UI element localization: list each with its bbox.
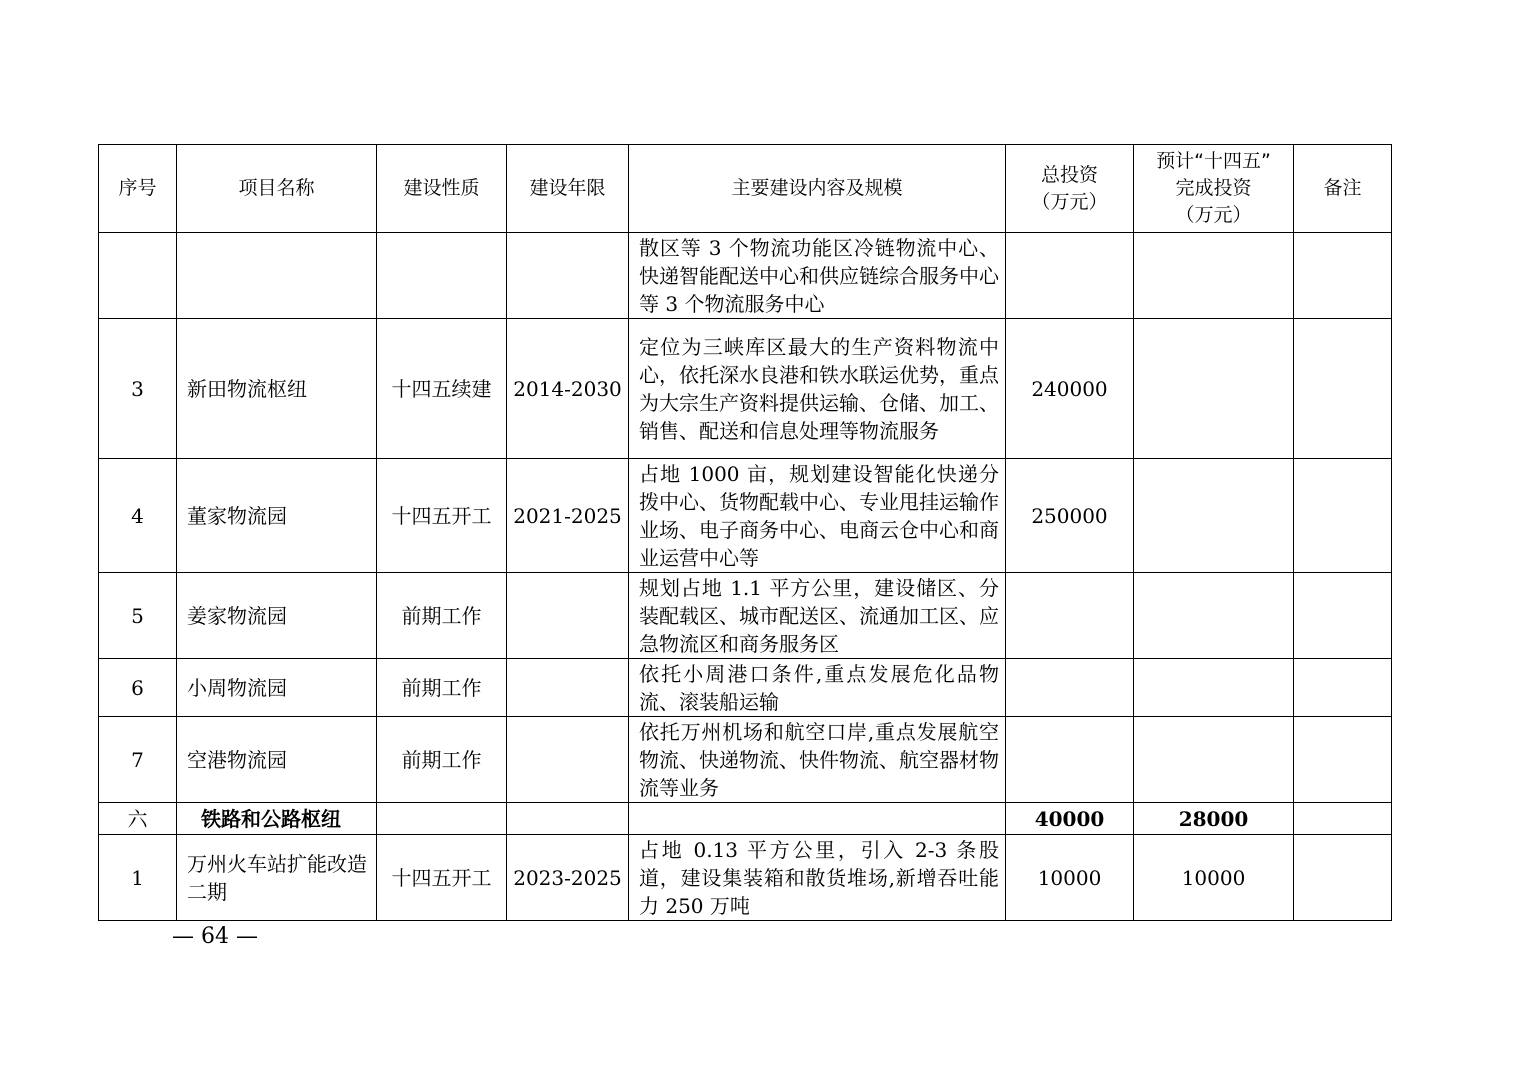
- cell-period: 2023-2025: [507, 835, 629, 921]
- cell-plan: [1134, 319, 1294, 459]
- cell-plan: 10000: [1134, 835, 1294, 921]
- cell-plan: [1134, 573, 1294, 659]
- cell-nature: 前期工作: [377, 573, 507, 659]
- cell-period: 2014-2030: [507, 319, 629, 459]
- table-row: [99, 573, 1392, 659]
- cell-content: 依托万州机场和航空口岸,重点发展航空物流、快递物流、快件物流、航空器材物流等业务: [629, 717, 1006, 803]
- table-row: [99, 835, 1392, 921]
- cell-remark: [1294, 659, 1392, 717]
- page-number: — 64 —: [172, 924, 258, 949]
- cell-seq: [99, 233, 177, 319]
- cell-remark: [1294, 459, 1392, 573]
- header-plan-line2: 完成投资: [1175, 177, 1252, 199]
- cell-content: 占地 1000 亩，规划建设智能化快递分拨中心、货物配载中心、专业甩挂运输作业场、电子商务中心、电商云仓中心和商业运营中心等: [629, 459, 1006, 573]
- cell-name: 小周物流园: [177, 659, 377, 717]
- section-content: [629, 803, 1006, 835]
- header-remark: 备注: [1294, 145, 1392, 233]
- cell-period: [507, 717, 629, 803]
- cell-seq: 3: [99, 319, 177, 459]
- section-name: 铁路和公路枢纽: [177, 803, 377, 835]
- header-period: 建设年限: [507, 145, 629, 233]
- table-row: [99, 233, 1392, 319]
- cell-period: [507, 233, 629, 319]
- section-total: 40000: [1006, 803, 1134, 835]
- cell-name: 空港物流园: [177, 717, 377, 803]
- header-plan-line3: （万元）: [1175, 204, 1252, 226]
- header-seq: 序号: [99, 145, 177, 233]
- section-nature: [377, 803, 507, 835]
- cell-total: [1006, 233, 1134, 319]
- cell-remark: [1294, 233, 1392, 319]
- header-total-line2: （万元）: [1031, 190, 1108, 213]
- cell-period: [507, 573, 629, 659]
- cell-seq: 5: [99, 573, 177, 659]
- project-table: [98, 144, 1392, 921]
- section-remark: [1294, 803, 1392, 835]
- cell-nature: 十四五开工: [377, 835, 507, 921]
- cell-plan: [1134, 233, 1294, 319]
- header-total-line1: 总投资: [1040, 163, 1098, 186]
- cell-remark: [1294, 573, 1392, 659]
- cell-nature: [377, 233, 507, 319]
- cell-seq: 6: [99, 659, 177, 717]
- cell-total: 240000: [1006, 319, 1134, 459]
- cell-plan: [1134, 459, 1294, 573]
- cell-period: 2021-2025: [507, 459, 629, 573]
- cell-nature: 前期工作: [377, 659, 507, 717]
- cell-nature: 十四五开工: [377, 459, 507, 573]
- table-row: [99, 459, 1392, 573]
- table-row: [99, 717, 1392, 803]
- cell-period: [507, 659, 629, 717]
- header-total: [1006, 145, 1134, 233]
- cell-remark: [1294, 835, 1392, 921]
- cell-total: 250000: [1006, 459, 1134, 573]
- table-row: [99, 319, 1392, 459]
- section-seq: 六: [99, 803, 177, 835]
- cell-content: 散区等 3 个物流功能区冷链物流中心、快递智能配送中心和供应链综合服务中心等 3 个物流服务中心: [629, 233, 1006, 319]
- cell-seq: 7: [99, 717, 177, 803]
- cell-seq: 1: [99, 835, 177, 921]
- section-period: [507, 803, 629, 835]
- cell-remark: [1294, 717, 1392, 803]
- cell-remark: [1294, 319, 1392, 459]
- cell-content: 依托小周港口条件,重点发展危化品物流、滚装船运输: [629, 659, 1006, 717]
- table-header-row: [99, 145, 1392, 233]
- cell-nature: 十四五续建: [377, 319, 507, 459]
- cell-name: 董家物流园: [177, 459, 377, 573]
- header-plan: [1134, 145, 1294, 233]
- header-nature: 建设性质: [377, 145, 507, 233]
- header-plan-line1: 预计“十四五”: [1156, 150, 1271, 172]
- cell-content: 规划占地 1.1 平方公里，建设储区、分装配载区、城市配送区、流通加工区、应急物流区和商务服务区: [629, 573, 1006, 659]
- cell-total: [1006, 573, 1134, 659]
- cell-total: [1006, 717, 1134, 803]
- header-content: 主要建设内容及规模: [629, 145, 1006, 233]
- cell-name: 姜家物流园: [177, 573, 377, 659]
- cell-content: 占地 0.13 平方公里，引入 2-3 条股道，建设集装箱和散货堆场,新增吞吐能力 250 万吨: [629, 835, 1006, 921]
- header-name: 项目名称: [177, 145, 377, 233]
- cell-plan: [1134, 717, 1294, 803]
- cell-content: 定位为三峡库区最大的生产资料物流中心，依托深水良港和铁水联运优势，重点为大宗生产资料提供运输、仓储、加工、销售、配送和信息处理等物流服务: [629, 319, 1006, 459]
- table-row: [99, 659, 1392, 717]
- cell-nature: 前期工作: [377, 717, 507, 803]
- cell-total: 10000: [1006, 835, 1134, 921]
- cell-name: 新田物流枢纽: [177, 319, 377, 459]
- cell-total: [1006, 659, 1134, 717]
- section-plan: 28000: [1134, 803, 1294, 835]
- cell-plan: [1134, 659, 1294, 717]
- cell-name: 万州火车站扩能改造二期: [177, 835, 377, 921]
- section-row: [99, 803, 1392, 835]
- cell-name: [177, 233, 377, 319]
- cell-seq: 4: [99, 459, 177, 573]
